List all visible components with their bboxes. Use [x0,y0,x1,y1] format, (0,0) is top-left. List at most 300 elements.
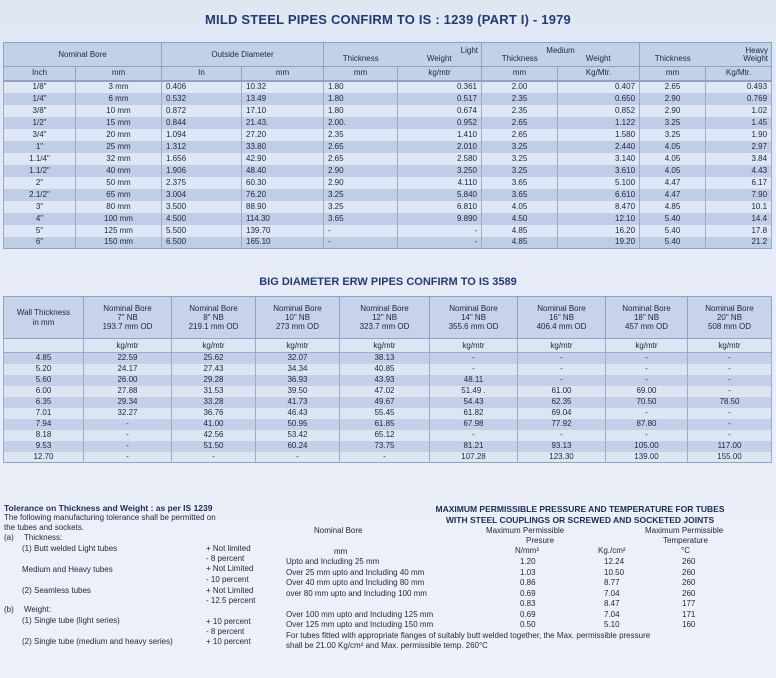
table-cell: 0.406 [162,81,242,93]
table-cell: - [430,430,518,441]
unit-header: mm [640,67,706,81]
table-cell: 1.45 [706,117,772,129]
table-cell: 0.872 [162,105,242,117]
table-cell: 4.05 [482,201,558,213]
table-cell: - [84,430,172,441]
table-cell: 2.90 [324,165,398,177]
table-cell: 70.50 [606,397,688,408]
table-cell: 34.34 [256,364,340,375]
unit-cell: kg/mtr [172,339,256,353]
table-cell: 3.25 [482,153,558,165]
table-cell: - [518,430,606,441]
table-cell: 1.80 [324,93,398,105]
table-cell: 3.25 [640,117,706,129]
table-cell: 40.85 [340,364,430,375]
column-header-line: 193.7 mm OD [102,322,153,332]
table-cell: 105.00 [606,441,688,452]
header-medium: Medium [482,43,640,55]
table-cell: 0.852 [558,105,640,117]
table-cell: 60.30 [242,177,324,189]
max-pressure-title-line: WITH STEEL COUPLINGS OR SCREWED AND SOCKETED JOINTS [445,514,715,525]
table-cell: 2" [4,177,76,189]
table-cell: 4.110 [398,177,482,189]
table-cell: 54.43 [430,397,518,408]
flange-note: shall be 21.00 Kg/cm² and Max. permissible temp. 260°C [286,641,488,650]
tolerance-value: - 10 percent [206,575,249,584]
col-header-pressure: Presure [526,536,555,545]
max-pressure-title [385,504,775,525]
table-cell: 1.1/2" [4,165,76,177]
column-header-line: 219.1 mm OD [188,322,239,332]
tolerance-value: + 10 percent [206,637,251,646]
table-cell: 10 mm [76,105,162,117]
column-header-line: 273 mm OD [275,322,320,332]
table-cell: 4.05 [640,141,706,153]
unit-header: Kg/Mtr. [558,67,640,81]
table-cell: 3.65 [324,213,398,225]
tolerance-label: (2) Single tube (medium and heavy series) [22,637,173,646]
table-cell: 12.10 [558,213,640,225]
table-cell: 3.84 [706,153,772,165]
table-cell: 6" [4,237,76,249]
table-cell: - [688,408,772,419]
page-title: MILD STEEL PIPES CONFIRM TO IS : 1239 (PART I) - 1979 [204,12,571,27]
table-row [4,189,772,201]
table-cell: 4.47 [640,189,706,201]
bore-range: Over 40 mm upto and Including 80 mm [286,578,425,587]
table-cell: 12.70 [4,452,84,463]
table-cell: 87.80 [606,419,688,430]
header-heavy-thickness: Thickness [640,55,706,67]
table-cell: 48.40 [242,165,324,177]
table-cell: 7.01 [4,408,84,419]
table-row [4,375,772,386]
pressure-value: 7.04 [604,588,620,598]
table-cell: 3.500 [162,201,242,213]
column-header-line: Nominal Bore [449,303,498,313]
table-cell: 2.90 [324,177,398,189]
table-cell: 3.004 [162,189,242,201]
table-cell: 2.97 [706,141,772,153]
table-row [4,153,772,165]
table-cell: 4.05 [640,153,706,165]
table-cell: 3.25 [324,189,398,201]
table-cell: 2.90 [640,105,706,117]
table-cell: 50.95 [256,419,340,430]
table-cell: 48.11 [430,375,518,386]
tolerance-label: (1) Butt welded Light tubes [22,544,118,553]
table-cell: - [606,353,688,364]
table-cell: 117.00 [688,441,772,452]
table-cell: 32.07 [256,353,340,364]
table-cell: 4.43 [706,165,772,177]
pressure-value: 160 [682,620,696,629]
table-cell: 4" [4,213,76,225]
unit-cell: kg/mtr [340,339,430,353]
tolerance-value: - 12.5 percent [206,596,256,605]
table-cell: 3.25 [640,129,706,141]
table-cell: 67.98 [430,419,518,430]
table-cell: 77.92 [518,419,606,430]
table-cell: 6 mm [76,93,162,105]
table-cell: 50 mm [76,177,162,189]
table-cell: 26.00 [84,375,172,386]
table-cell: 1.312 [162,141,242,153]
column-header-line: 18" NB [633,312,660,322]
table-cell: 4.85 [482,225,558,237]
max-pressure-title-line: MAXIMUM PERMISSIBLE PRESSURE AND TEMPERATURE FOR TUBES [435,504,725,514]
table-cell: 5.840 [398,189,482,201]
table-cell: 20 mm [76,129,162,141]
table-cell: 36.93 [256,375,340,386]
table-cell: 8.18 [4,430,84,441]
column-header-line: Wall Thickness [16,308,71,318]
table-cell: 3.25 [482,141,558,153]
bore-range: over 80 mm upto and Including 100 mm [286,588,427,598]
table-cell: 1/8" [4,81,76,93]
pressure-value: 10.50 [604,567,625,577]
table-cell: 8.470 [558,201,640,213]
table-cell: 1.80 [324,81,398,93]
pressure-value: 1.20 [520,557,536,566]
pressure-value: 8.77 [604,578,620,587]
table-cell: 32 mm [76,153,162,165]
pressure-value: 177 [682,599,696,608]
column-header-line: Nominal Bore [537,303,586,313]
unit-cell [4,339,84,353]
column-header-line: 508 mm OD [707,322,752,332]
unit-header: Kg/Mtr. [706,67,772,81]
table-cell: 10.1 [706,201,772,213]
table-cell: 1.02 [706,105,772,117]
header-light-weight: Weight [398,55,482,67]
table-cell: - [340,452,430,463]
column-header-line: 14" NB [460,312,487,322]
table-cell: 1.656 [162,153,242,165]
table-cell: - [606,430,688,441]
pressure-value: 260 [682,578,696,587]
table-cell: 88.90 [242,201,324,213]
table-cell: - [606,408,688,419]
table-cell: 3.65 [482,189,558,201]
table-cell: - [688,375,772,386]
table-cell: 2.010 [398,141,482,153]
header-medium-weight: Weight [558,55,640,67]
pressure-value: 0.69 [520,609,536,619]
table-cell: 5.20 [4,364,84,375]
bore-range: Over 125 mm upto and Including 150 mm [286,620,434,629]
thickness-label: Thickness: [24,533,63,542]
table-cell: 1/2" [4,117,76,129]
column-header-line: 12" NB [371,312,398,322]
table-cell: 31.53 [172,386,256,397]
table-cell: 61.85 [340,419,430,430]
table-cell: 6.610 [558,189,640,201]
table-cell: 114.30 [242,213,324,225]
table-cell: 27.43 [172,364,256,375]
table-cell: 6.17 [706,177,772,189]
table-cell: 69.00 [606,386,688,397]
table-row [4,213,772,225]
table-cell: 6.35 [4,397,84,408]
table-cell: 4.500 [162,213,242,225]
table-cell: 38.13 [340,353,430,364]
column-header [340,297,430,339]
table-cell: - [430,364,518,375]
table-cell: - [84,452,172,463]
table-cell: 29.28 [172,375,256,386]
tolerance-value: + 10 percent [206,617,251,626]
table-cell: 123.30 [518,452,606,463]
table-cell: 150 mm [76,237,162,249]
col-header-pressure: Maximum Permissible [486,526,565,535]
table-cell: - [688,419,772,430]
table-cell: - [324,225,398,237]
table-cell: 42.90 [242,153,324,165]
table-cell: 1.90 [706,129,772,141]
column-header [172,297,256,339]
table-cell: 0.407 [558,81,640,93]
table-cell: 78.50 [688,397,772,408]
col-header-temperature: Temperature [663,536,708,545]
table-cell: 2.35 [324,129,398,141]
table-row [4,397,772,408]
table-cell: 139.70 [242,225,324,237]
mild-steel-pipes-table [3,42,772,249]
unit-row [4,339,772,353]
pressure-value: 7.04 [604,609,620,619]
flange-note: For tubes fitted with appropriate flanges of suitably butt welded together, the Max. permissible pressure [286,631,651,640]
table-cell: 5.500 [162,225,242,237]
table-cell: 17.8 [706,225,772,237]
table-cell: 0.493 [706,81,772,93]
table-cell: - [688,386,772,397]
table-cell: 76.20 [242,189,324,201]
table-cell: 47.02 [340,386,430,397]
table-cell: 21.2 [706,237,772,249]
table-row [4,408,772,419]
tolerance-value: + Not Limited [206,564,254,573]
table-cell: 3.65 [482,177,558,189]
table-cell: - [688,353,772,364]
table-cell: 0.769 [706,93,772,105]
unit-celsius: °C [681,546,690,555]
table-row [4,165,772,177]
tolerance-intro: the tubes and sockets. [4,523,85,532]
header-light-thickness: Thickness [324,55,398,67]
weight-label: Weight: [24,605,51,614]
table-cell: 16.20 [558,225,640,237]
table-row [4,364,772,375]
table-row [4,386,772,397]
table-cell: 5.40 [640,225,706,237]
unit-header: mm [76,67,162,81]
table-cell: 2.35 [482,105,558,117]
table-cell: 1.094 [162,129,242,141]
table-cell: 4.50 [482,213,558,225]
table-cell: 0.532 [162,93,242,105]
table-cell: 0.952 [398,117,482,129]
pressure-value: 260 [682,567,696,577]
unit-mm: mm [334,547,348,556]
table-cell: 1" [4,141,76,153]
table-cell: 65.12 [340,430,430,441]
table-cell: 5.60 [4,375,84,386]
column-header-line: 7" NB [117,312,138,322]
table-cell: 3.25 [482,165,558,177]
column-header-line: 406.4 mm OD [536,322,587,332]
table-cell: 0.844 [162,117,242,129]
section-title-erw: BIG DIAMETER ERW PIPES CONFIRM TO IS 3589 [259,276,517,288]
header-light: Light [324,43,482,55]
table-cell: 2.65 [324,153,398,165]
table-cell: 139.00 [606,452,688,463]
table-cell: 4.05 [640,165,706,177]
unit-header: Inch [4,67,76,81]
table-cell: 0.674 [398,105,482,117]
table-cell: 7.90 [706,189,772,201]
table-cell: 3/8" [4,105,76,117]
table-row [4,419,772,430]
table-cell: 4.85 [482,237,558,249]
table-cell: 21.43. [242,117,324,129]
table-row [4,452,772,463]
table-cell: 0.517 [398,93,482,105]
header-medium-thickness: Thickness [482,55,558,67]
tolerance-title: Tolerance on Thickness and Weight : as per IS 1239 [4,503,213,513]
table-cell: 3" [4,201,76,213]
table-cell: 1.80 [324,105,398,117]
table-row [4,177,772,189]
table-cell: 25.62 [172,353,256,364]
table-cell: 5.100 [558,177,640,189]
table-cell: 51.50 [172,441,256,452]
table-cell: 2.00 [482,81,558,93]
table-cell: 1.410 [398,129,482,141]
bore-range: Over 25 mm upto and Including 40 mm [286,567,425,577]
table-cell: 22.59 [84,353,172,364]
table-cell: 42.56 [172,430,256,441]
table-cell: - [688,430,772,441]
tolerance-value: - 8 percent [206,554,245,563]
unit-header: In [162,67,242,81]
table-cell: 6.500 [162,237,242,249]
pressure-value: 12.24 [604,557,625,566]
table-cell: 1.122 [558,117,640,129]
column-header-line: Nominal Bore [360,303,409,313]
table-cell: 3.140 [558,153,640,165]
tolerance-label: Medium and Heavy tubes [22,565,113,574]
col-header-bore: Nominal Bore [314,526,363,535]
table-cell: - [518,375,606,386]
table-cell: 33.80 [242,141,324,153]
column-header [430,297,518,339]
table-cell: 93.13 [518,441,606,452]
table-cell: 2.35 [482,93,558,105]
tolerance-value: + Not Limited [206,586,254,595]
table-cell: 80 mm [76,201,162,213]
table-cell: 5.40 [640,213,706,225]
bore-range: Upto and Including 25 mm [286,557,380,566]
pressure-value: 260 [682,557,696,566]
table-cell: - [172,452,256,463]
table-cell: 41.73 [256,397,340,408]
table-cell: 1.1/4" [4,153,76,165]
table-cell: 9.53 [4,441,84,452]
pressure-value: 0.83 [520,599,536,608]
table-cell: 36.76 [172,408,256,419]
table-cell: 0.650 [558,93,640,105]
table-cell: 49.67 [340,397,430,408]
table-cell: 2.65 [482,117,558,129]
table-cell: 125 mm [76,225,162,237]
table-cell: - [688,364,772,375]
column-header-line: Nominal Bore [273,303,322,313]
table-cell: - [84,419,172,430]
table-row [4,225,772,237]
pressure-value: 0.50 [520,620,536,629]
column-header [256,297,340,339]
unit-cell: kg/mtr [606,339,688,353]
table-cell: 73.75 [340,441,430,452]
table-cell: 9.890 [398,213,482,225]
table-cell: 62.35 [518,397,606,408]
table-cell: 5.40 [640,237,706,249]
table-cell: 33.28 [172,397,256,408]
col-header-temperature: Maximum Permissible [645,526,724,535]
table-cell: 60.24 [256,441,340,452]
table-cell: 39.50 [256,386,340,397]
unit-header: mm [242,67,324,81]
table-cell: 61.82 [430,408,518,419]
column-header-line: Nominal Bore [103,303,152,313]
header-heavy-weight: Weight [706,55,772,67]
header-outside-diameter: Outside Diameter [162,43,324,67]
unit-cell: kg/mtr [518,339,606,353]
table-cell: 32.27 [84,408,172,419]
table-cell: 15 mm [76,117,162,129]
column-header-line: 355.6 mm OD [448,322,499,332]
table-cell: 40 mm [76,165,162,177]
item-marker: (a) [4,533,14,542]
column-header [688,297,772,339]
table-cell: 165.10 [242,237,324,249]
table-row [4,201,772,213]
table-cell: 19.20 [558,237,640,249]
unit-n-mm2: N/mm² [515,546,539,555]
unit-cell: kg/mtr [84,339,172,353]
table-cell: 2.65 [324,141,398,153]
table-row [4,129,772,141]
table-cell: 5" [4,225,76,237]
column-header-line: Nominal Bore [705,303,754,313]
table-cell: 0.361 [398,81,482,93]
table-cell: 41.00 [172,419,256,430]
table-cell: 100 mm [76,213,162,225]
table-cell: - [324,237,398,249]
column-header [84,297,172,339]
table-cell: 1.906 [162,165,242,177]
table-cell: - [84,441,172,452]
table-cell: 25 mm [76,141,162,153]
column-header [518,297,606,339]
table-cell: - [606,375,688,386]
table-cell: 6.810 [398,201,482,213]
table-cell: 4.85 [640,201,706,213]
table-cell: 65 mm [76,189,162,201]
tolerance-label: (1) Single tube (light series) [22,616,120,625]
unit-kg-cm2: Kg./cm² [598,546,626,555]
